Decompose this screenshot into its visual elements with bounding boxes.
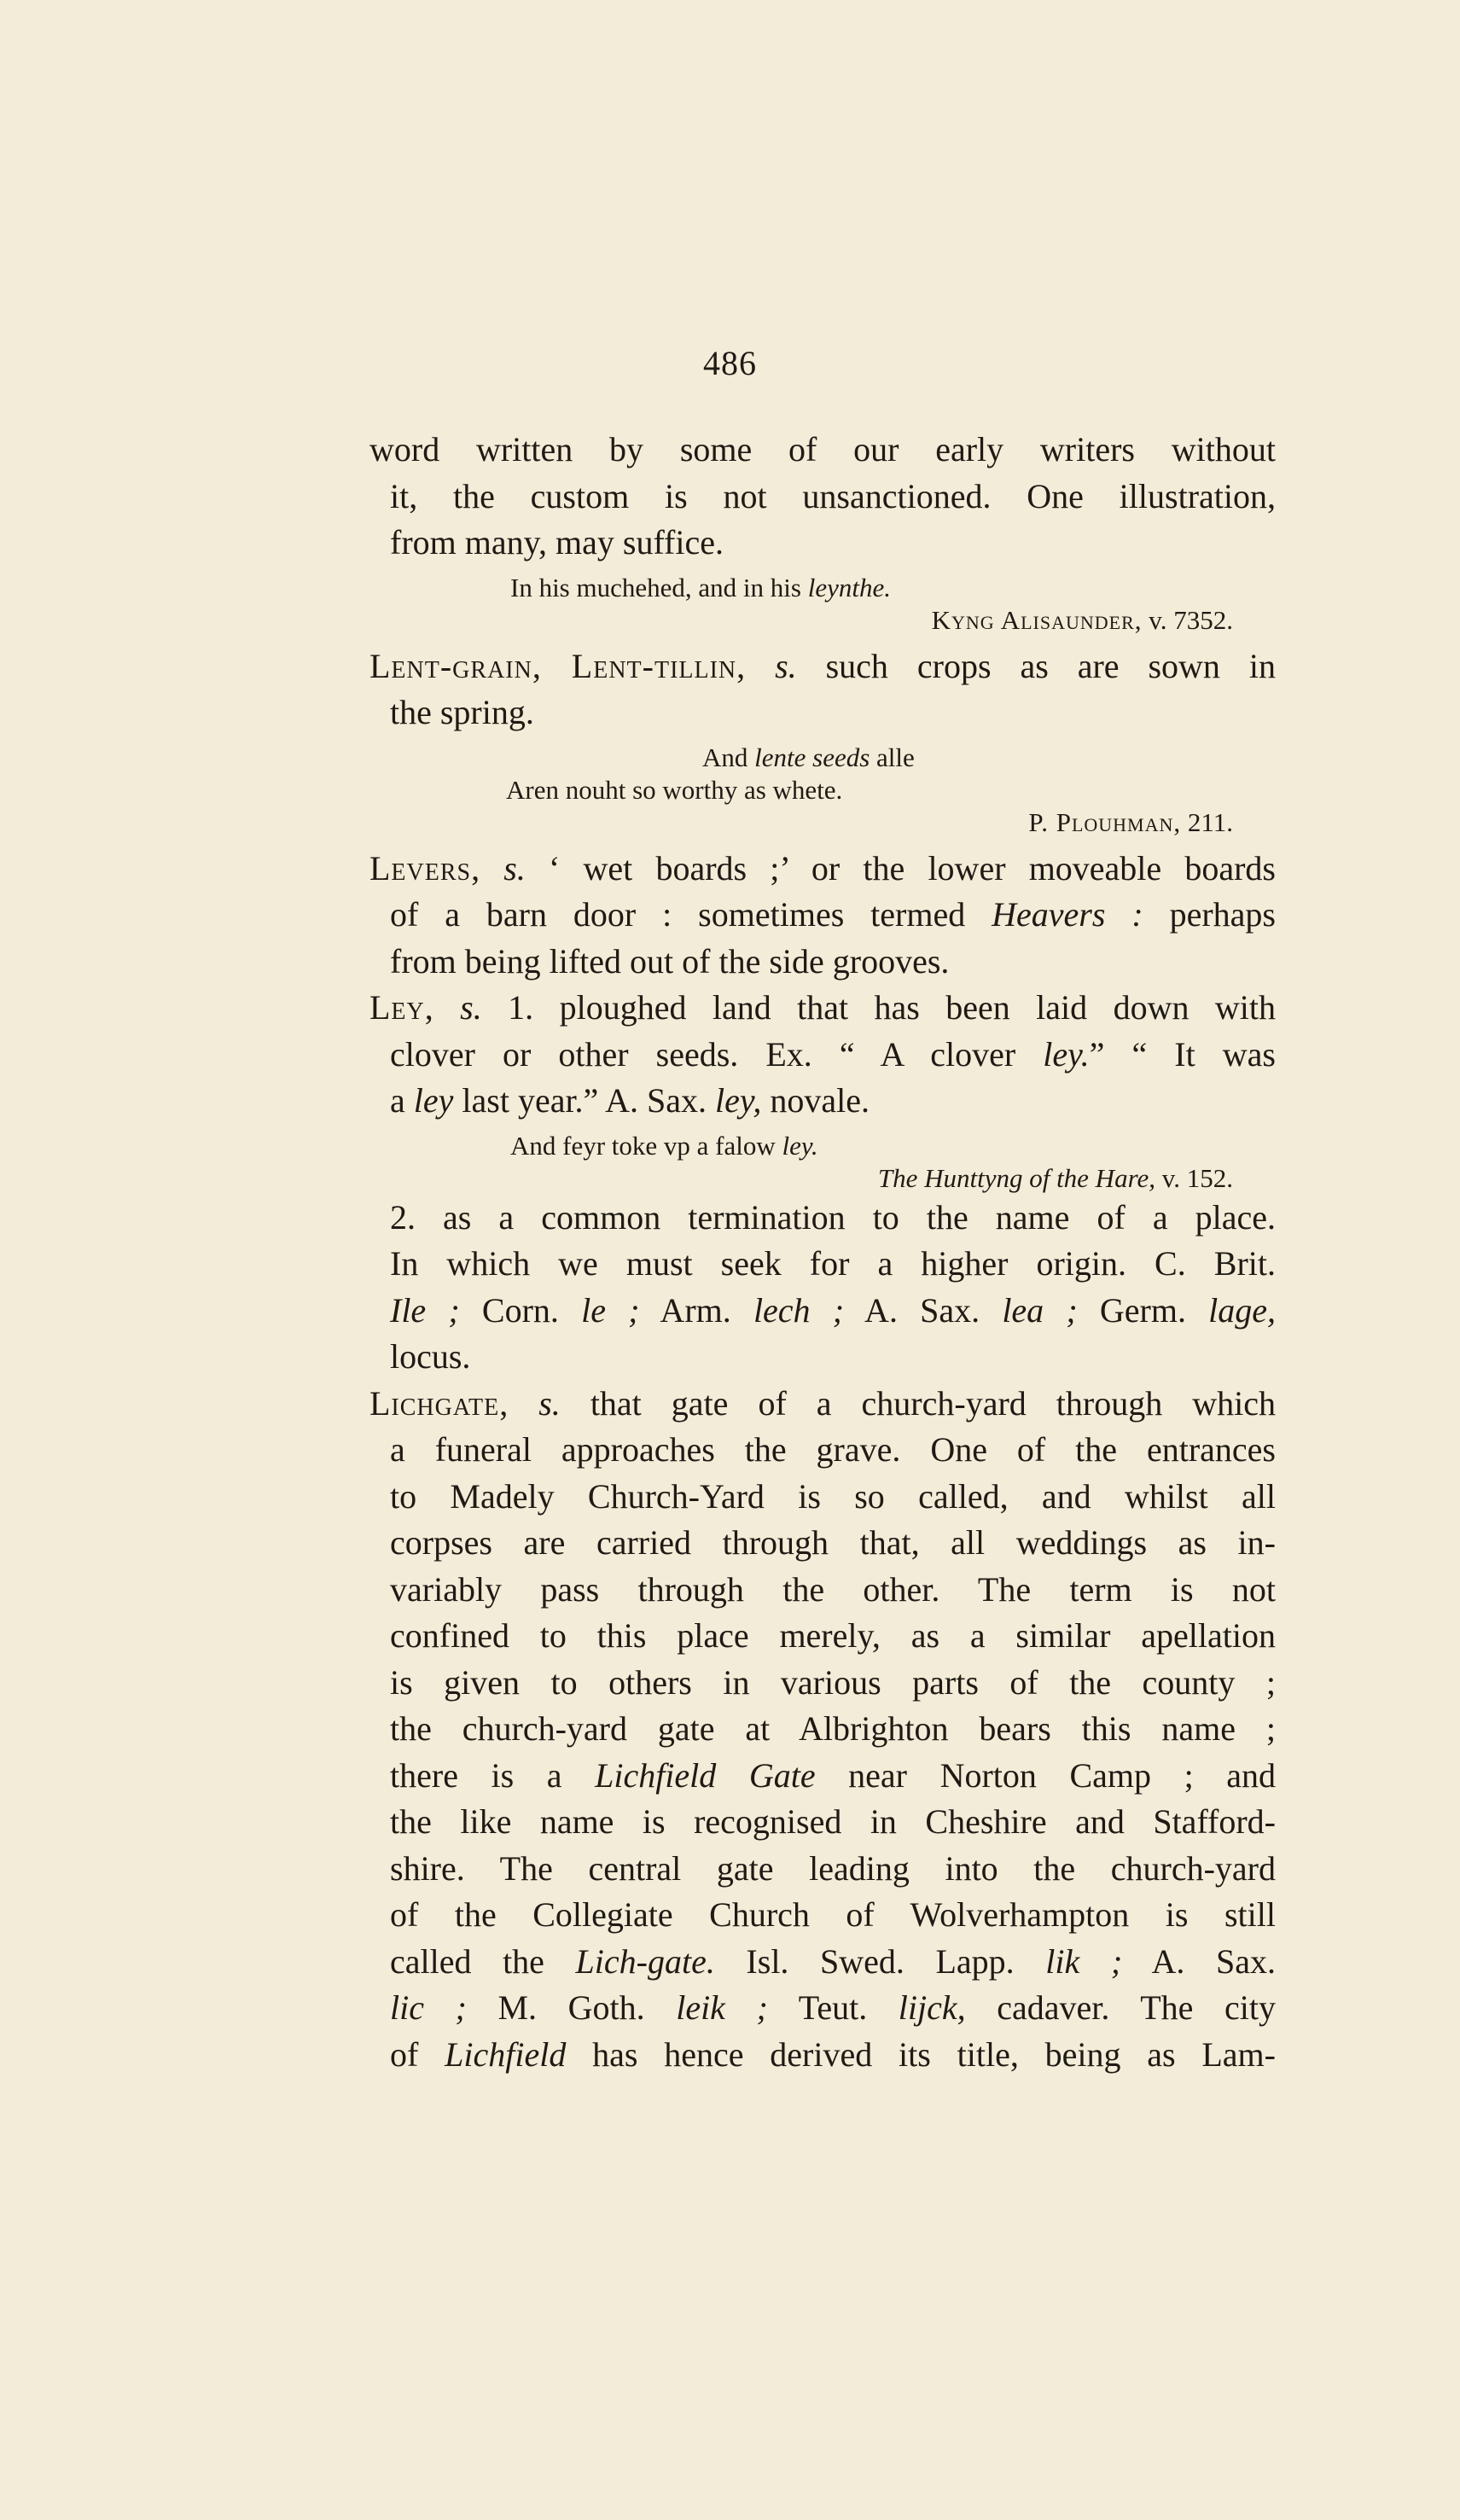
pos-label: s.: [480, 848, 526, 888]
italic-term: lijck,: [898, 1988, 966, 2027]
definition-text: 1. ploughed land that has been laid down with: [481, 988, 1276, 1027]
text-line: [369, 1288, 1276, 1335]
source-ref: 211.: [1181, 806, 1233, 837]
quote-text: alle: [870, 742, 915, 772]
definition-text: A. Sax.: [1122, 1941, 1277, 1981]
text-line: the church-yard gate at Albrighton bears this name ;: [390, 1709, 1276, 1748]
definition-text: of: [390, 2034, 445, 2074]
definition-text: Corn.: [459, 1290, 582, 1330]
definition-text: near Norton Camp ; and: [815, 1755, 1277, 1795]
definition-text: ” “ It was: [1089, 1034, 1276, 1074]
italic-term: Lich-gate.: [575, 1941, 715, 1981]
italic-term: leik ;: [676, 1988, 768, 2027]
quote-text: And: [702, 742, 755, 772]
quotation-line: [369, 572, 1276, 604]
definition-text: Isl. Swed. Lapp.: [714, 1941, 1046, 1981]
text-line: from many, may suffice.: [390, 523, 724, 562]
page-number: 486: [703, 344, 757, 382]
quote-text: And feyr toke vp a falow: [510, 1130, 782, 1161]
definition-text: perhaps: [1143, 895, 1276, 934]
italic-term: lic ;: [390, 1988, 467, 2027]
text-line: corpses are carried through that, all weddings as in-: [390, 1523, 1276, 1562]
quotation-source: [369, 1162, 1276, 1195]
text-line: word written by some of our early writers without: [369, 430, 1276, 468]
italic-term: lea ;: [1002, 1290, 1078, 1330]
text-line: [369, 1032, 1276, 1079]
quote-italic: ley.: [782, 1130, 818, 1161]
pos-label: s.: [746, 646, 797, 685]
text-line: [369, 1985, 1276, 2032]
quote-italic: lente seeds: [754, 742, 870, 772]
quote-italic: leynthe.: [807, 572, 891, 602]
quotation-source: [369, 806, 1276, 839]
italic-term: lage,: [1208, 1290, 1277, 1330]
italic-term: Ile ;: [390, 1290, 460, 1330]
definition-text: Arm.: [639, 1290, 753, 1330]
entry-lent-grain: [369, 643, 1276, 690]
definition-text: a: [390, 1081, 414, 1120]
text-line: confined to this place merely, as a similar apellation: [390, 1616, 1276, 1655]
text-line: 2. as a common termination to the name of a place.: [390, 1197, 1276, 1237]
italic-term: lech ;: [753, 1290, 845, 1330]
italic-term: lik ;: [1045, 1941, 1123, 1981]
text-line: the spring.: [390, 693, 534, 731]
quotation-line: Aren nouht so worthy as whete.: [506, 774, 843, 805]
definition-text: last year.” A. Sax.: [453, 1081, 715, 1120]
text-line: from being lifted out of the side grooves.: [390, 941, 950, 981]
text-line: shire. The central gate leading into the church-yard: [390, 1848, 1276, 1888]
definition-text: M. Goth.: [466, 1988, 677, 2027]
definition-text: A. Sax.: [844, 1290, 1003, 1330]
text-line: it, the custom is not unsanctioned. One illustration,: [390, 476, 1276, 515]
text-line: In which we must seek for a higher origin. C. Brit.: [390, 1244, 1276, 1283]
headword: Levers,: [369, 848, 481, 888]
definition-text: novale.: [761, 1081, 870, 1120]
pos-label: s.: [509, 1383, 561, 1423]
text-line: a funeral approaches the grave. One of the entrances: [390, 1430, 1276, 1469]
quote-text: In his muchehed, and in his: [510, 572, 808, 602]
text-line: the like name is recognised in Cheshire and Stafford-: [390, 1802, 1276, 1841]
headword: Lichgate,: [369, 1383, 509, 1423]
text-line: [369, 1078, 1276, 1125]
text-line: variably pass through the other. The term is not: [390, 1569, 1276, 1609]
definition-text: Germ.: [1077, 1290, 1209, 1330]
quotation-source: [369, 604, 1276, 637]
entry-lichgate: [369, 1381, 1276, 1428]
definition-text: ‘ wet boards ;’ or the lower moveable boards: [525, 848, 1276, 888]
pos-label: s.: [433, 988, 482, 1027]
definition-text: such crops as are sown in: [796, 646, 1276, 685]
source-ref: v. 152.: [1155, 1162, 1233, 1193]
text-line: [369, 2032, 1276, 2079]
definition-text: Teut.: [767, 1988, 899, 2027]
italic-term: Lichfield Gate: [595, 1755, 816, 1795]
source-title: P. Plouhman,: [1028, 806, 1182, 837]
text-line: [369, 1753, 1276, 1800]
text-line: [369, 892, 1276, 939]
definition-text: called the: [390, 1941, 576, 1981]
headword: Ley,: [369, 988, 434, 1027]
definition-text: cadaver. The city: [965, 1988, 1276, 2027]
source-title: The Hunttyng of the Hare,: [877, 1162, 1155, 1193]
italic-term: ley: [413, 1081, 454, 1120]
definition-text: that gate of a church-yard through which: [560, 1383, 1276, 1423]
definition-text: clover or other seeds. Ex. “ A clover: [390, 1034, 1044, 1074]
headword: Lent-grain, Lent-tillin,: [369, 646, 747, 685]
definition-text: of a barn door : sometimes termed: [390, 895, 992, 934]
source-ref: v. 7352.: [1142, 604, 1233, 635]
italic-term: Heavers :: [992, 895, 1143, 934]
page-body: [369, 427, 1276, 2078]
quotation-line: [369, 1130, 1276, 1162]
italic-term: Lichfield: [445, 2034, 567, 2074]
italic-term: ley,: [715, 1081, 762, 1120]
text-line: of the Collegiate Church of Wolverhampton is still: [390, 1895, 1276, 1934]
italic-term: le ;: [581, 1290, 640, 1330]
text-line: is given to others in various parts of the county ;: [390, 1662, 1276, 1702]
source-title: Kyng Alisaunder,: [931, 604, 1143, 635]
definition-text: has hence derived its title, being as Lam-: [566, 2034, 1276, 2074]
quotation-line: [369, 742, 1276, 774]
definition-text: there is a: [390, 1755, 596, 1795]
text-line: to Madely Church-Yard is so called, and whilst all: [390, 1476, 1276, 1516]
text-line: [369, 1939, 1276, 1986]
text-line: locus.: [390, 1337, 471, 1376]
entry-ley: [369, 985, 1276, 1032]
entry-levers: [369, 846, 1276, 893]
italic-term: ley.: [1043, 1034, 1090, 1074]
